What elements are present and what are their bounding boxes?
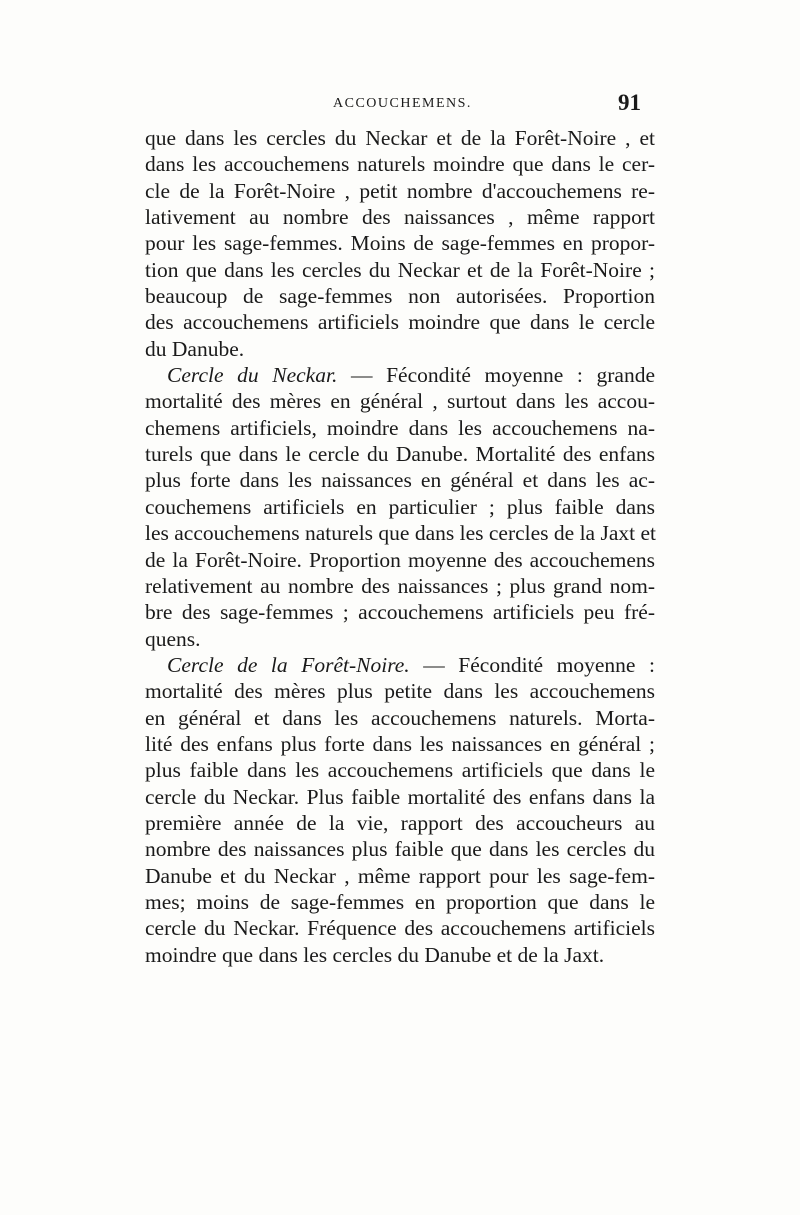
text-line: première année de la vie, rapport des accoucheurs au bbox=[145, 810, 655, 835]
text-line: mortalité des mères en général , surtout dans les accou- bbox=[145, 389, 655, 414]
paragraph-cercle-du-neckar bbox=[145, 362, 655, 652]
text-line: que dans les cercles du Neckar et de la Forêt-Noire , et bbox=[145, 126, 655, 150]
text-line: plus faible dans les accouchemens artificiels que dans le bbox=[145, 758, 655, 783]
text-run: — Fécondité moyenne : grande bbox=[337, 363, 656, 388]
text-line: en général et dans les accouchemens naturels. Morta- bbox=[145, 705, 655, 730]
paragraph-first-line bbox=[145, 362, 655, 388]
text-line: dans les accouchemens naturels moindre que dans le cer- bbox=[145, 152, 655, 177]
text-line: quens. bbox=[145, 626, 201, 651]
text-line: turels que dans le cercle du Danube. Mortalité des enfans bbox=[145, 442, 655, 467]
text-line: plus forte dans les naissances en général et dans les ac- bbox=[145, 468, 655, 493]
text-line: tion que dans les cercles du Neckar et de la Forêt-Noire ; bbox=[145, 257, 655, 282]
running-title: ACCOUCHEMENS. bbox=[333, 96, 472, 111]
running-head bbox=[0, 90, 800, 120]
text-line: de la Forêt-Noire. Proportion moyenne des accouchemens bbox=[145, 547, 655, 572]
text-line: lité des enfans plus forte dans les naissances en général ; bbox=[145, 731, 655, 756]
section-heading-foret-noire: Cercle de la Forêt-Noire. bbox=[167, 652, 410, 677]
text-line: cercle du Neckar. Fréquence des accouchemens artificiels bbox=[145, 916, 655, 941]
text-line: nombre des naissances plus faible que dans les cercles du bbox=[145, 837, 655, 862]
paragraph-first-line bbox=[145, 652, 655, 678]
text-line: les accouchemens naturels que dans les cercles de la Jaxt et bbox=[145, 521, 657, 546]
text-line: couchemens artificiels en particulier ; plus faible dans bbox=[145, 494, 655, 519]
text-run: — Fécondité moyenne : bbox=[409, 652, 655, 677]
text-line: Danube et du Neckar , même rapport pour les sage-fem- bbox=[145, 863, 655, 888]
body-text bbox=[145, 125, 655, 968]
text-line: cle de la Forêt-Noire , petit nombre d'accouchemens re- bbox=[145, 178, 655, 203]
text-line: bre des sage-femmes ; accouchemens artificiels peu fré- bbox=[145, 600, 655, 625]
section-heading-neckar: Cercle du Neckar. bbox=[167, 363, 338, 388]
text-line: lativement au nombre des naissances , même rapport bbox=[145, 205, 655, 230]
text-line: beaucoup de sage-femmes non autorisées. Proportion bbox=[145, 284, 655, 309]
text-line: cercle du Neckar. Plus faible mortalité des enfans dans la bbox=[145, 784, 655, 809]
text-line: chemens artificiels, moindre dans les accouchemens na- bbox=[145, 415, 655, 440]
paragraph-cercle-de-la-foret-noire bbox=[145, 652, 655, 968]
paragraph-continued bbox=[145, 125, 655, 362]
page-number: 91 bbox=[618, 90, 641, 115]
text-line: relativement au nombre des naissances ; plus grand nom- bbox=[145, 573, 655, 598]
text-line: du Danube. bbox=[145, 336, 245, 361]
text-line: mes; moins de sage-femmes en proportion que dans le bbox=[145, 889, 655, 914]
text-line: pour les sage-femmes. Moins de sage-femmes en propor- bbox=[145, 231, 655, 256]
text-line: moindre que dans les cercles du Danube et de la Jaxt. bbox=[145, 942, 605, 967]
text-line: mortalité des mères plus petite dans les accouchemens bbox=[145, 679, 655, 704]
text-line: des accouchemens artificiels moindre que dans le cercle bbox=[145, 310, 655, 335]
